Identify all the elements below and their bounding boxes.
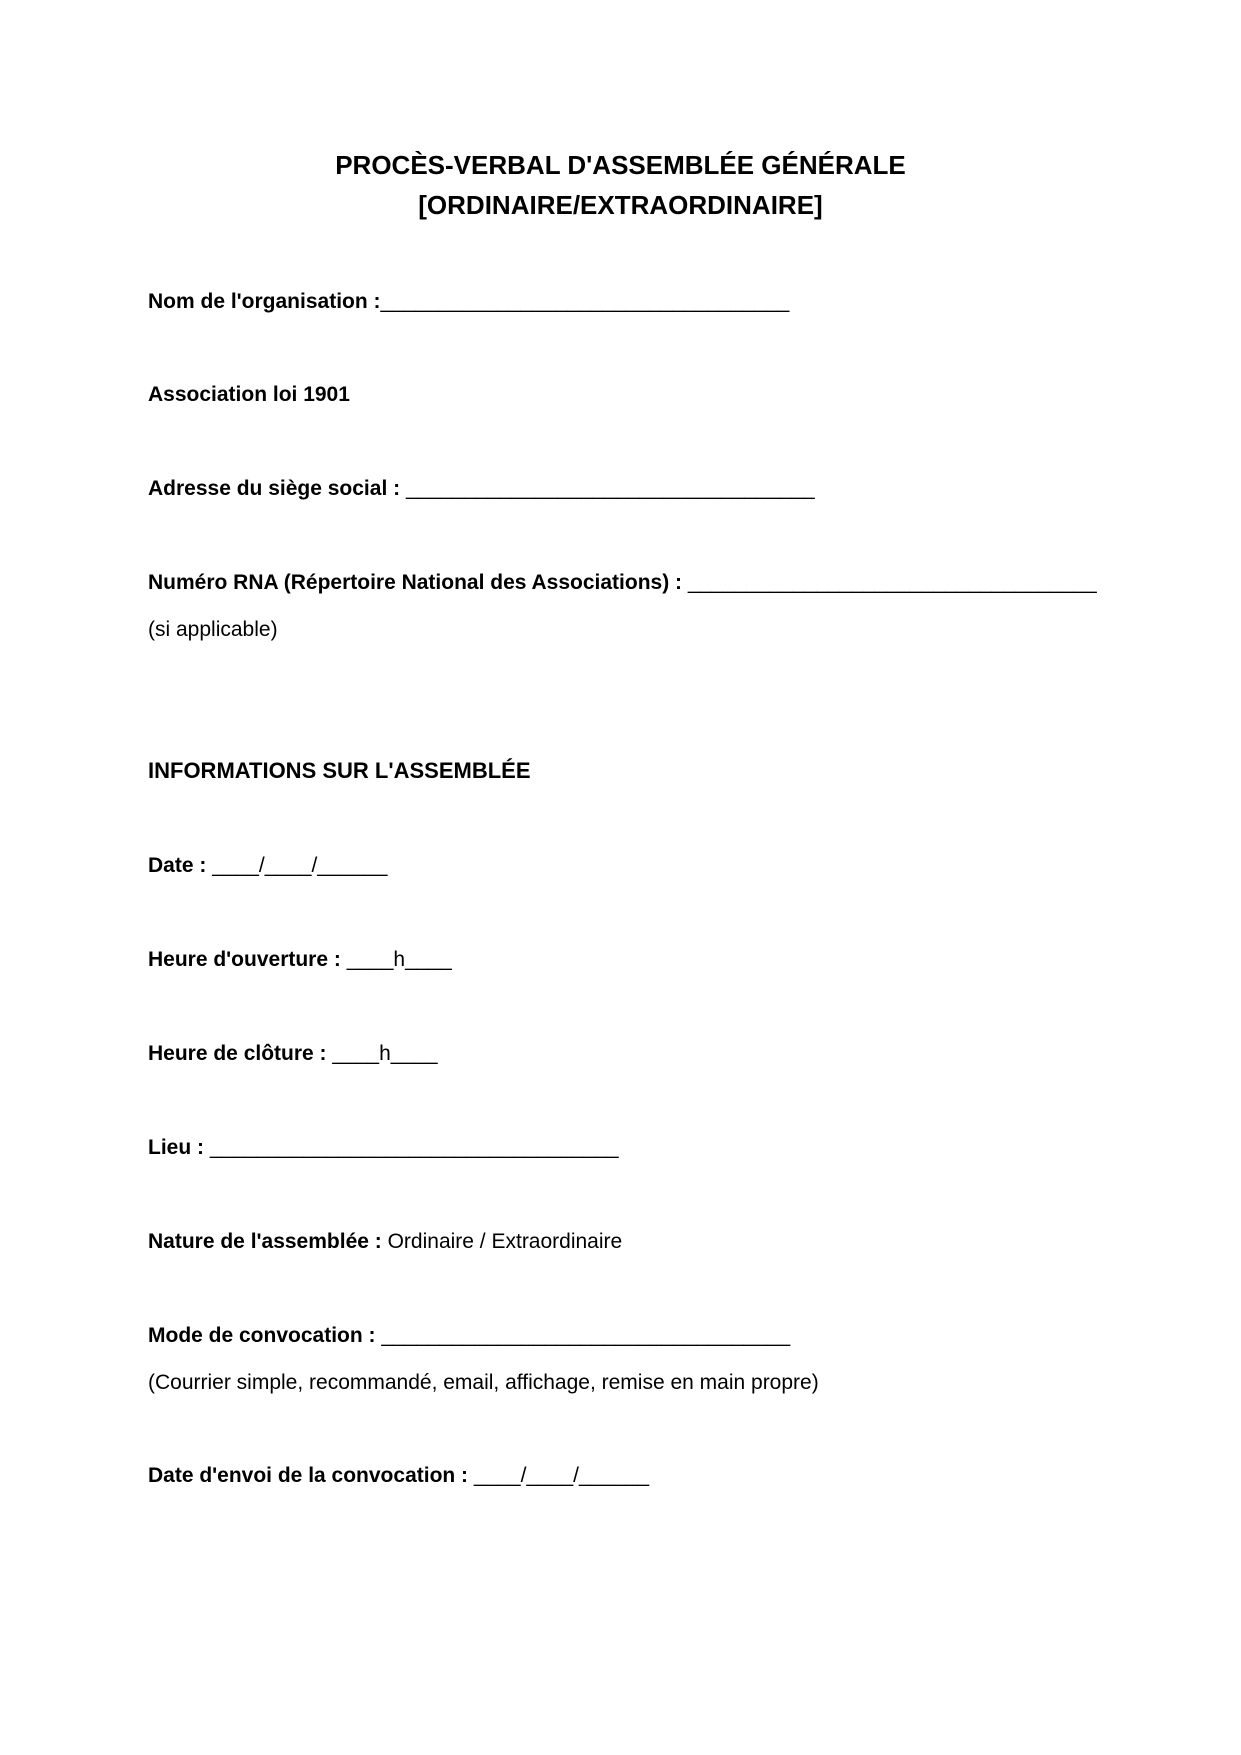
rna-row	[148, 569, 1097, 597]
document-title-line1: PROCÈS-VERBAL D'ASSEMBLÉE GÉNÉRALE	[335, 150, 906, 180]
rna-note: (si applicable)	[148, 618, 278, 641]
assembly-nature-row	[148, 1228, 622, 1256]
address-label: Adresse du siège social :	[148, 477, 401, 500]
closing-time-row	[148, 1040, 438, 1068]
organisation-name-row	[148, 288, 789, 316]
date-blank: ____/____/______	[206, 854, 388, 877]
location-blank: ___________________________________	[204, 1136, 619, 1159]
location-label: Lieu :	[148, 1136, 204, 1159]
closing-time-blank: ____h____	[326, 1042, 438, 1065]
convocation-mode-note: (Courrier simple, recommandé, email, affichage, remise en main propre)	[148, 1371, 819, 1394]
document-title-line2: [ORDINAIRE/EXTRAORDINAIRE]	[418, 190, 823, 220]
closing-time-label: Heure de clôture :	[148, 1042, 327, 1065]
assembly-nature-label: Nature de l'assemblée :	[148, 1230, 382, 1253]
address-blank: ___________________________________	[400, 477, 815, 500]
organisation-name-blank: ___________________________________	[380, 290, 790, 313]
convocation-mode-blank: ___________________________________	[375, 1324, 791, 1347]
organisation-type: Association loi 1901	[148, 383, 350, 406]
date-row	[148, 852, 387, 880]
opening-time-label: Heure d'ouverture :	[148, 948, 341, 971]
convocation-date-row	[148, 1462, 649, 1490]
opening-time-blank: ____h____	[340, 948, 452, 971]
convocation-date-blank: ____/____/______	[468, 1464, 650, 1487]
convocation-mode-label: Mode de convocation :	[148, 1324, 376, 1347]
convocation-mode-row	[148, 1322, 790, 1350]
date-label: Date :	[148, 854, 207, 877]
assembly-nature-value: Ordinaire / Extraordinaire	[381, 1230, 623, 1253]
organisation-name-label: Nom de l'organisation :	[148, 290, 381, 313]
rna-label: Numéro RNA (Répertoire National des Associations) :	[148, 571, 683, 594]
opening-time-row	[148, 946, 452, 974]
rna-blank: ___________________________________	[682, 571, 1097, 594]
address-row	[148, 475, 815, 503]
location-row	[148, 1134, 619, 1162]
convocation-date-label: Date d'envoi de la convocation :	[148, 1464, 469, 1487]
assembly-section-heading: INFORMATIONS SUR L'ASSEMBLÉE	[148, 758, 531, 783]
